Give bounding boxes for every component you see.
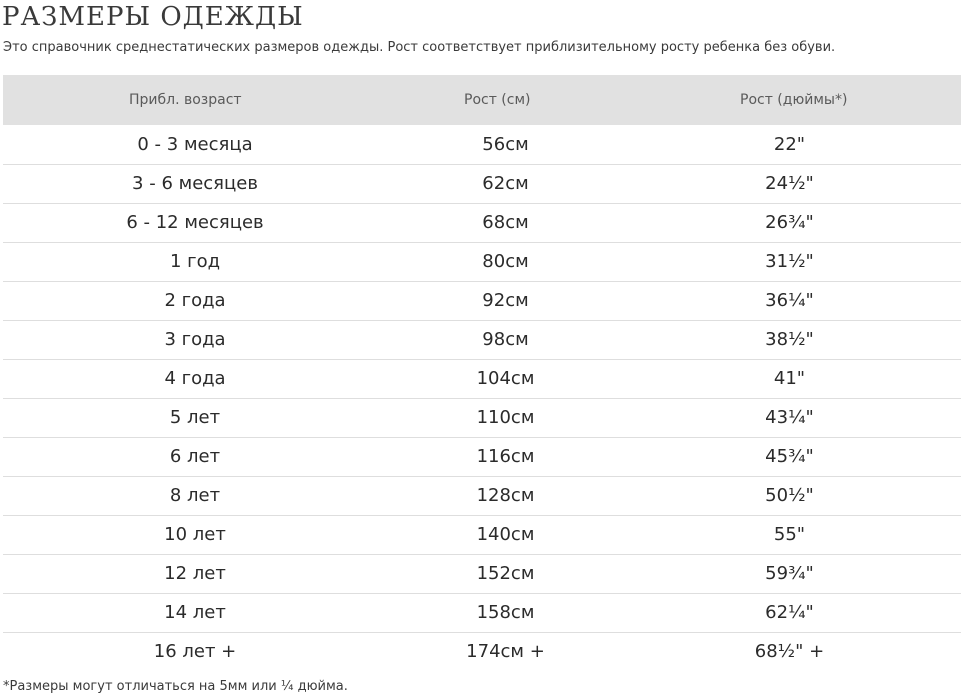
age-cell: 16 лет + xyxy=(153,641,237,663)
height-inches-cell: 68½" + xyxy=(754,641,825,663)
height-cm-cell: 140см xyxy=(476,524,535,545)
height-inches-cell: 55" xyxy=(773,524,806,545)
height-cm-cell: 56см xyxy=(482,133,529,155)
height-inches-cell: 43¼" xyxy=(765,407,814,428)
page-subtitle: Это справочник среднестатических размеров одежды. Рост соответствует приблизительному росту ребенка без обуви. xyxy=(3,40,836,55)
height-cm-cell: 80см xyxy=(482,251,529,272)
table-header-row xyxy=(3,75,961,125)
height-inches-cell: 36¼" xyxy=(765,290,814,311)
footnote: *Размеры могут отличаться на 5мм или ¼ дюйма. xyxy=(3,679,348,694)
height-inches-cell: 26¾" xyxy=(765,212,814,233)
age-cell: 3 - 6 месяцев xyxy=(132,173,258,194)
height-inches-cell: 41" xyxy=(773,368,806,389)
height-cm-cell: 116см xyxy=(476,446,535,467)
page-title: РАЗМЕРЫ ОДЕЖДЫ xyxy=(2,2,304,32)
header-height-inches: Рост (дюймы*) xyxy=(740,92,848,108)
table-row xyxy=(3,515,961,554)
height-cm-cell: 62см xyxy=(482,173,529,194)
height-cm-cell: 110см xyxy=(476,407,535,428)
age-cell: 5 лет xyxy=(169,407,221,428)
height-inches-cell: 59¾" xyxy=(765,563,814,584)
table-row xyxy=(3,476,961,515)
age-cell: 12 лет xyxy=(164,563,226,584)
table-row xyxy=(3,125,961,164)
height-inches-cell: 22" xyxy=(773,133,806,155)
header-age: Прибл. возраст xyxy=(129,92,242,108)
height-cm-cell: 158см xyxy=(476,602,535,623)
height-cm-cell: 68см xyxy=(482,212,529,233)
table-body xyxy=(3,125,961,671)
table-row xyxy=(3,281,961,320)
age-cell: 1 год xyxy=(169,251,221,272)
age-cell: 2 года xyxy=(164,290,226,311)
height-cm-cell: 104см xyxy=(476,368,535,389)
table-row xyxy=(3,203,961,242)
age-cell: 0 - 3 месяца xyxy=(137,133,253,155)
height-inches-cell: 31½" xyxy=(765,251,814,272)
table-row xyxy=(3,359,961,398)
header-height-cm: Рост (см) xyxy=(464,92,531,108)
height-cm-cell: 98см xyxy=(482,329,529,350)
table-row xyxy=(3,554,961,593)
table-row xyxy=(3,242,961,281)
table-row xyxy=(3,632,961,671)
height-inches-cell: 62¼" xyxy=(765,602,814,623)
height-inches-cell: 45¾" xyxy=(765,446,814,467)
height-inches-cell: 38½" xyxy=(765,329,814,350)
table-row xyxy=(3,320,961,359)
table-row xyxy=(3,593,961,632)
table-row xyxy=(3,398,961,437)
age-cell: 6 лет xyxy=(169,446,221,467)
height-cm-cell: 152см xyxy=(476,563,535,584)
table-row xyxy=(3,437,961,476)
age-cell: 3 года xyxy=(164,329,226,350)
age-cell: 8 лет xyxy=(169,485,221,506)
age-cell: 4 года xyxy=(164,368,226,389)
age-cell: 14 лет xyxy=(164,602,226,623)
age-cell: 6 - 12 месяцев xyxy=(126,212,264,233)
size-chart-table xyxy=(3,75,961,671)
age-cell: 10 лет xyxy=(164,524,226,545)
height-cm-cell: 128см xyxy=(476,485,535,506)
height-cm-cell: 92см xyxy=(482,290,529,311)
height-inches-cell: 50½" xyxy=(765,485,814,506)
height-cm-cell: 174см + xyxy=(466,641,545,663)
table-row xyxy=(3,164,961,203)
height-inches-cell: 24½" xyxy=(765,173,814,194)
